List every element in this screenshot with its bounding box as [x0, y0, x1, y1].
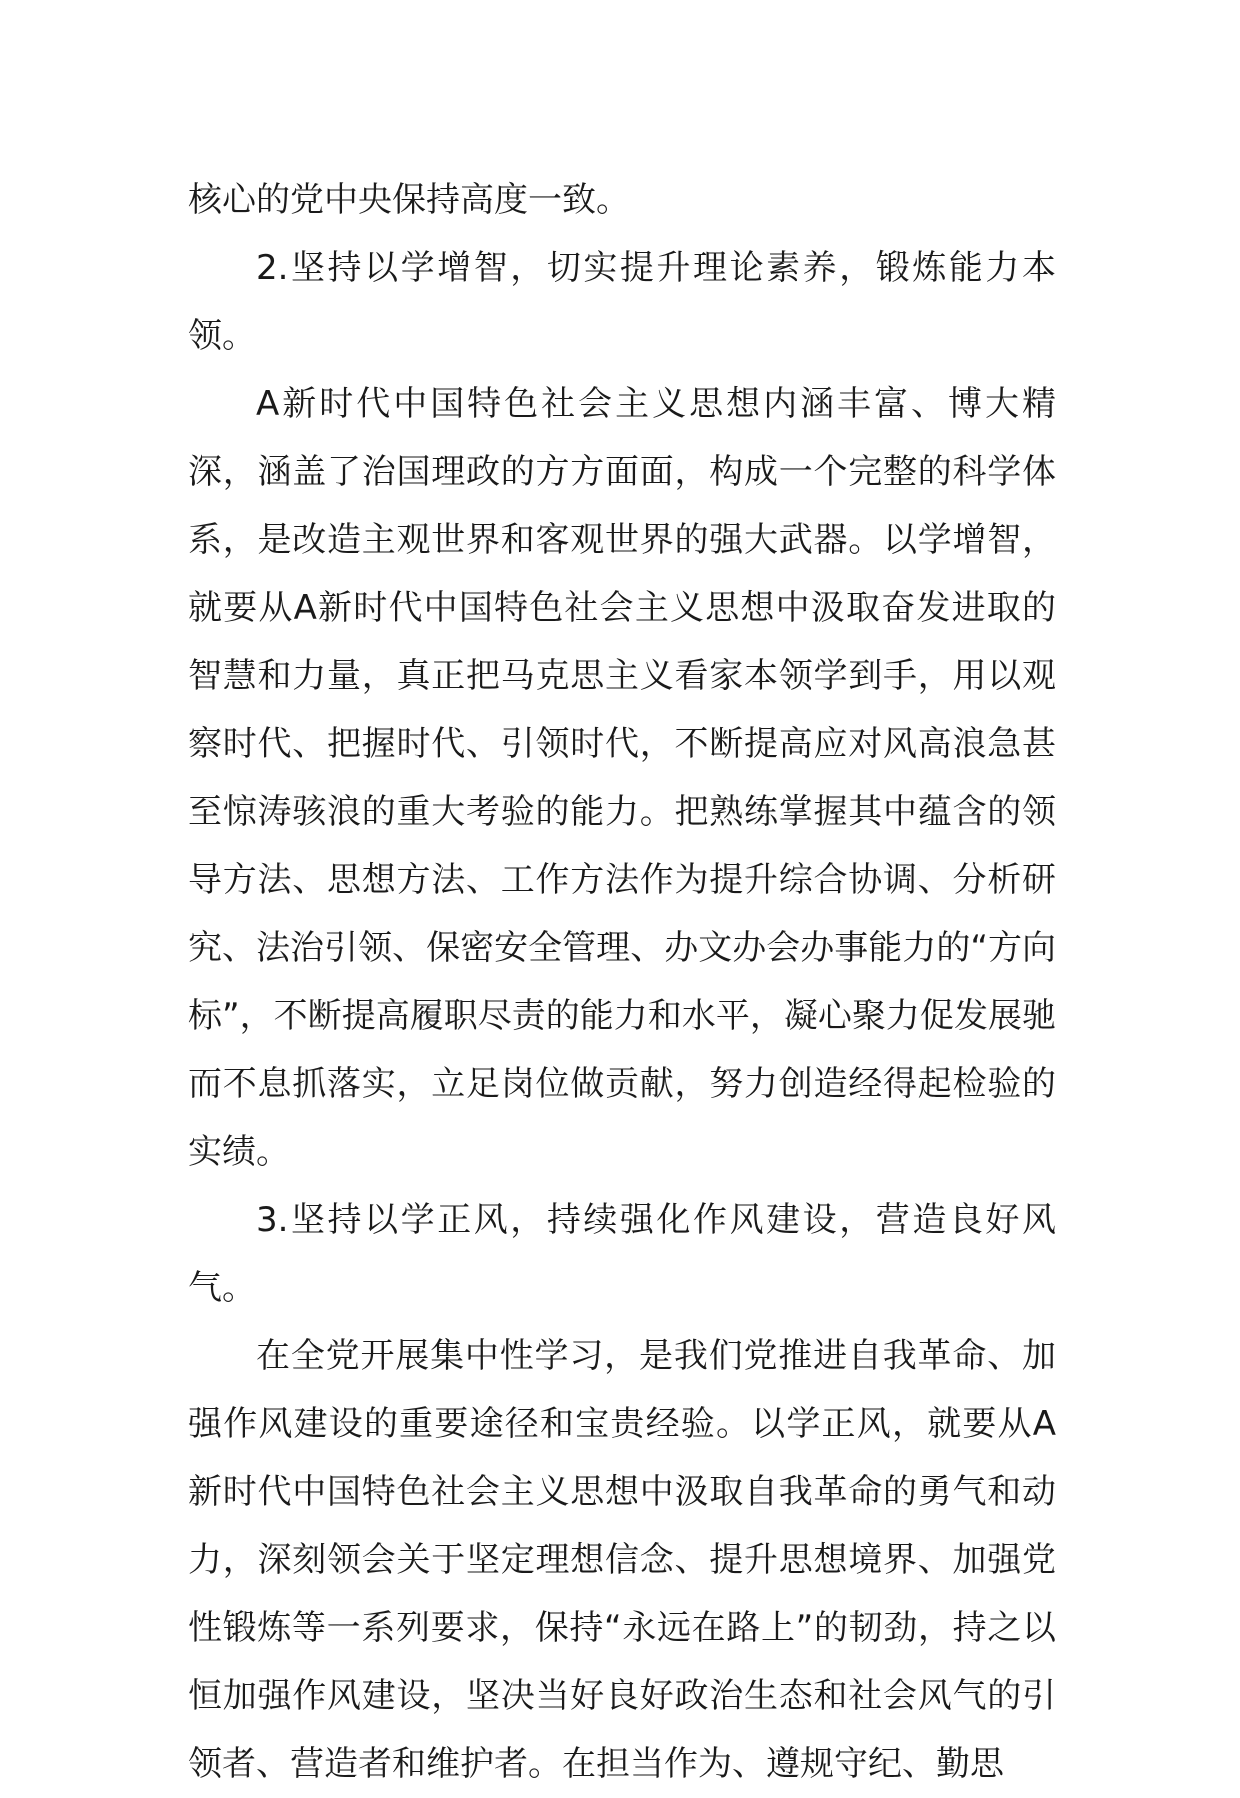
paragraph-body: 在全党开展集中性学习，是我们党推进自我革命、加强作风建设的重要途径和宝贵经验。以学正风，就要从A新时代中国特色社会主义思想中汲取自我革命的勇气和动力，深刻领会关于坚定理想信念、提升思想境界、加强党性锻炼等一系列要求，保持“永远在路上”的韧劲，持之以恒加强作风建设，坚决当好良好政治生态和社会风气的引领者、营造者和维护者。在担当作为、遵规守纪、勤思 [188, 1336, 1056, 1784]
section-heading-2: 2.坚持以学增智，切实提升理论素养，锻炼能力本领。 [188, 248, 1056, 356]
paragraph-body: A新时代中国特色社会主义思想内涵丰富、博大精深，涵盖了治国理政的方方面面，构成一个完整的科学体系，是改造主观世界和客观世界的强大武器。以学增智，就要从A新时代中国特色社会主义思想中汲取奋发进取的智慧和力量，真正把马克思主义看家本领学到手，用以观察时代、把握时代、引领时代，不断提高应对风高浪急甚至惊涛骇浪的重大考验的能力。把熟练掌握其中蕴含的领导方法、思想方法、工作方法作为提升综合协调、分析研究、法治引领、保密安全管理、办文办会办事能力的“方向标”，不断提高履职尽责的能力和水平，凝心聚力促发展驰而不息抓落实，立足岗位做贡献，努力创造经得起检验的实绩。 [188, 384, 1056, 1172]
paragraph-continuation: 核心的党中央保持高度一致。 [188, 180, 630, 220]
section-heading-3: 3.坚持以学正风，持续强化作风建设，营造良好风气。 [188, 1200, 1056, 1308]
document-body [188, 166, 1056, 1798]
